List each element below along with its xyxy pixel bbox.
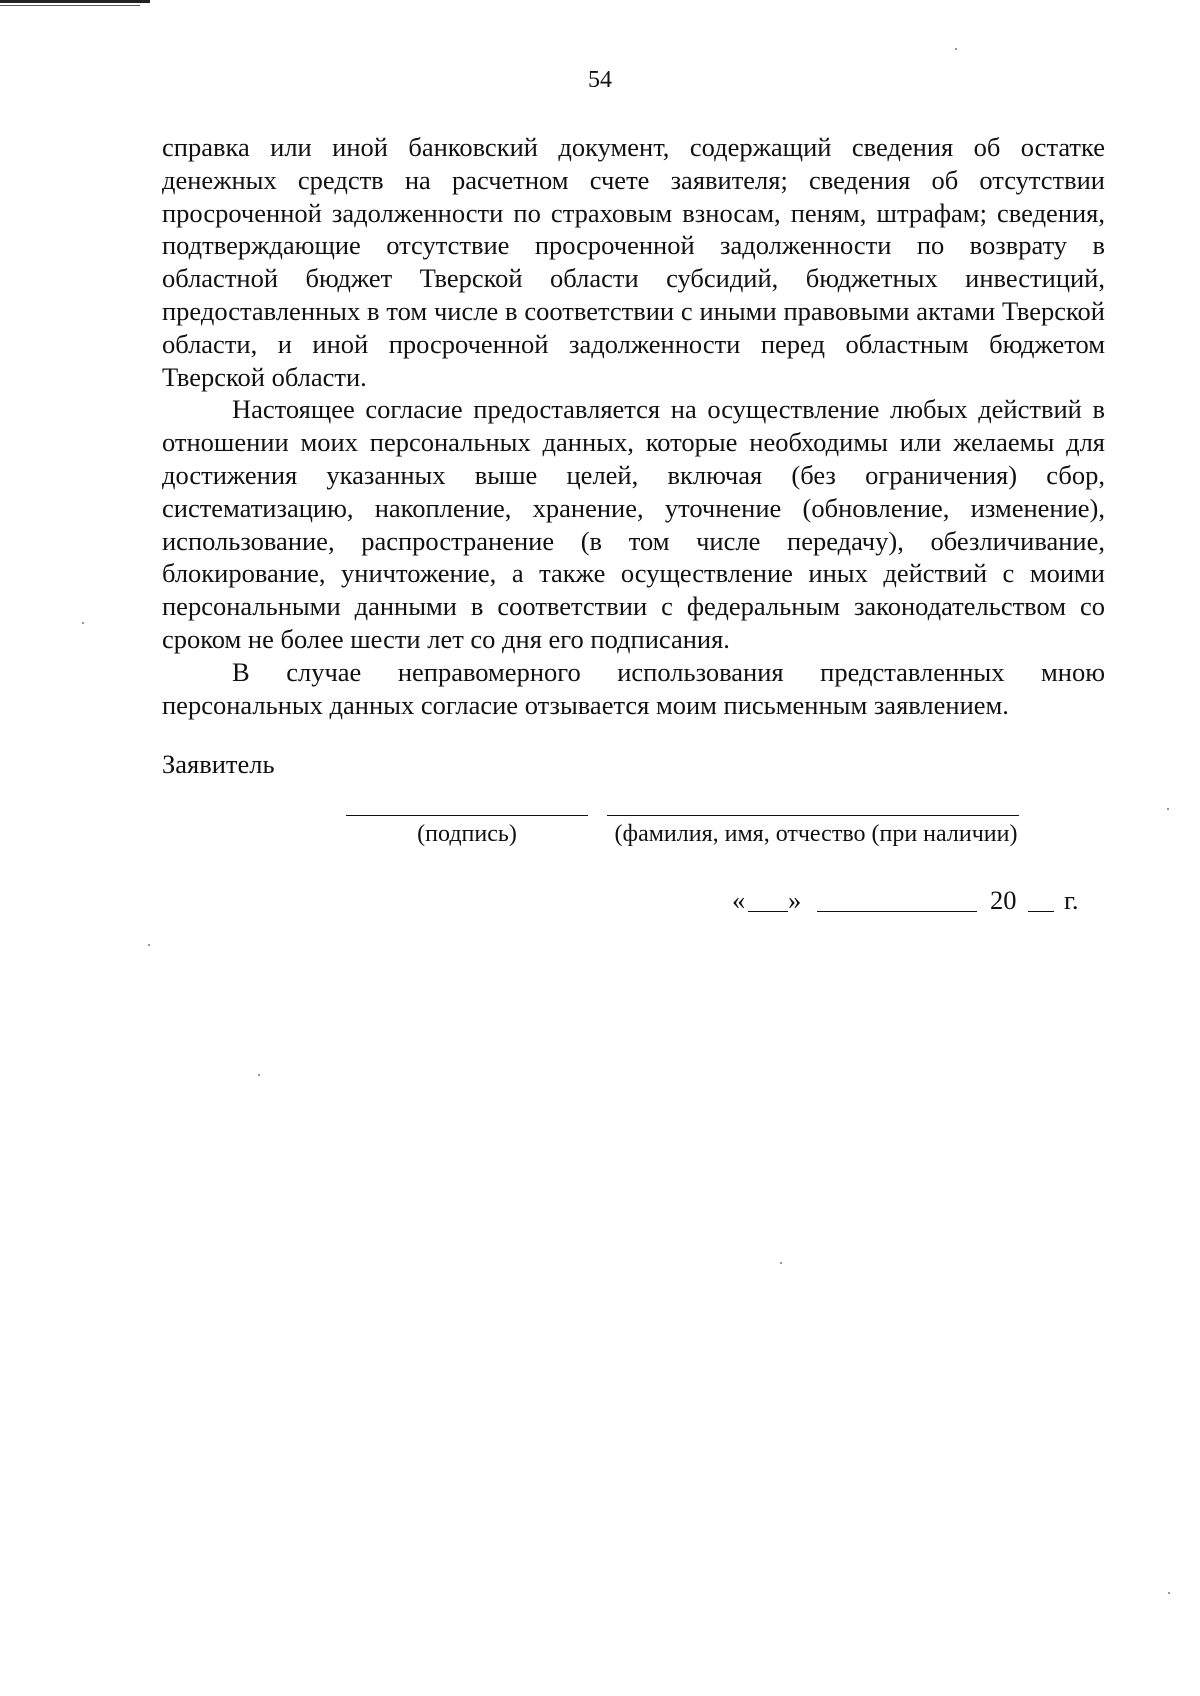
scan-edge-mark: [0, 5, 140, 6]
name-caption: (фамилия, имя, отчество (при наличии): [614, 821, 1018, 847]
date-close-quote: »: [788, 885, 802, 915]
scan-speck: [955, 48, 957, 50]
year-blank: [1028, 911, 1054, 912]
applicant-label: Заявитель: [162, 749, 275, 779]
name-line: [607, 815, 1019, 816]
paragraph-consent-scope: Настоящее согласие предоставляется на осуществление любых действий в отношении моих персональных данных, которые необходимы или желаемы для достижения указанных выше целей, включая (без ограничения) сбор, систематизацию, накопление, хранение, уточнение (обновление, изменение), использование, распространение (в том числе передачу), обезличивание, блокирование, уничтожение, а также осуществление иных действий с моими персональными данными в соответствии с федеральным законодательством со сроком не более шести лет со дня его подписания.: [162, 394, 1105, 654]
scan-speck: [780, 1262, 782, 1264]
page-number: 54: [588, 67, 612, 93]
scan-speck: [1168, 1592, 1170, 1594]
paragraph-bank-document: справка или иной банковский документ, содержащий сведения об остатке денежных средств на расчетном счете заявителя; сведения об отсутствии просроченной задолженности по страховым взносам, пеням, штрафам; сведения, подтверждающие отсутствие просроченной задолженности по возврату в областной бюджет Тверской области субсидий, бюджетных инвестиций, предоставленных в том числе в соответствии с иными правовыми актами Тверской области, и иной просроченной задолженности перед областным бюджетом Тверской области.: [162, 132, 1105, 392]
scan-speck: [1167, 808, 1169, 810]
scan-speck: [82, 622, 84, 624]
signature-caption: (подпись): [417, 821, 517, 847]
date-open-quote: «: [732, 885, 746, 915]
signature-line: [346, 815, 588, 816]
document-body: [162, 131, 1105, 721]
scan-speck: [258, 1074, 260, 1076]
scan-speck: [148, 944, 150, 946]
date-line: [732, 880, 1092, 920]
paragraph-consent-revocation: В случае неправомерного использования представленных мною персональных данных согласие отзывается моим письменным заявлением.: [162, 656, 1105, 720]
year-suffix: г.: [1064, 885, 1079, 915]
year-prefix: 20: [990, 885, 1017, 915]
month-blank: [817, 911, 977, 912]
scan-edge-mark: [0, 0, 150, 3]
day-blank: [748, 911, 788, 912]
